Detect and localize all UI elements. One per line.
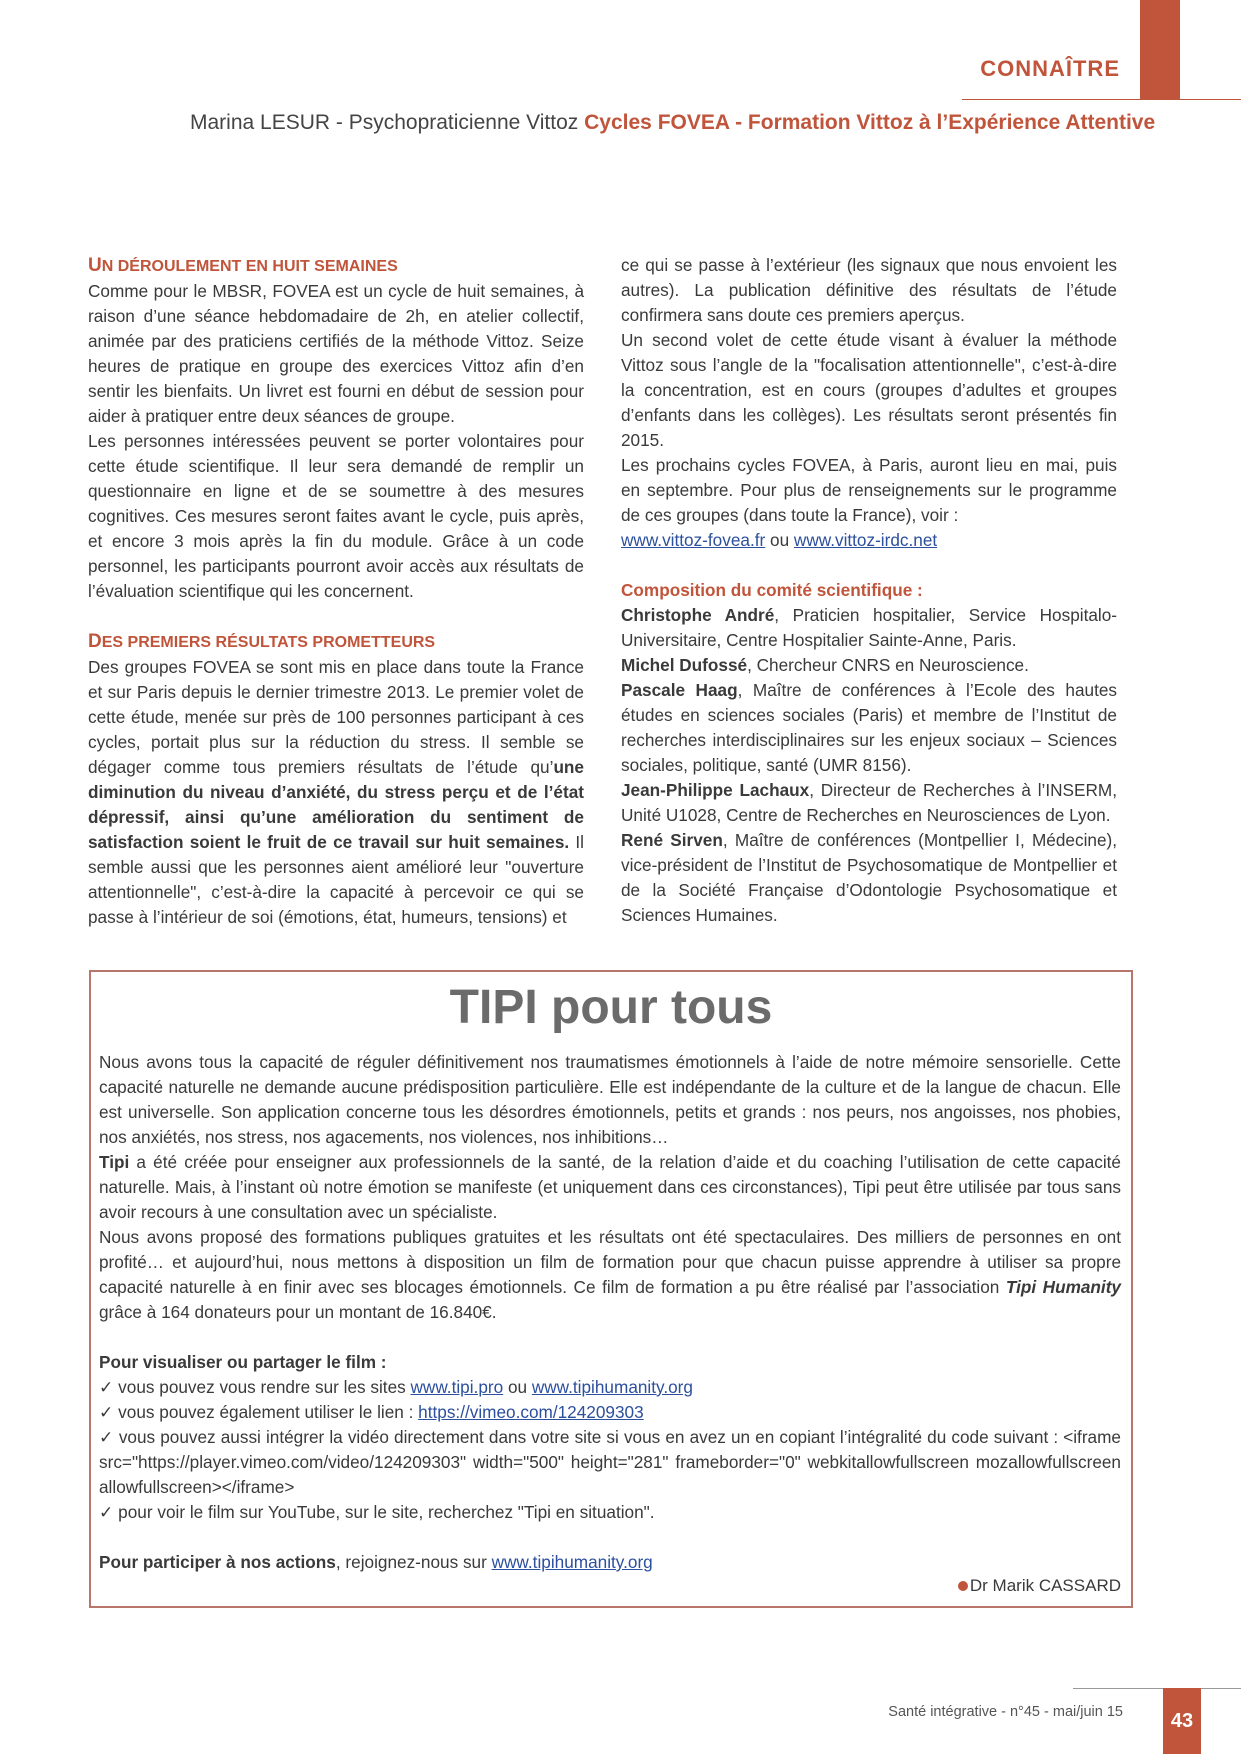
bullet-dot (958, 1581, 968, 1591)
box-title: TIPI pour tous (449, 981, 773, 1034)
link-tipihumanity[interactable]: www.tipihumanity.org (531, 1377, 693, 1397)
paragraph-results: Des groupes FOVEA se sont mis en place dans toute la France et sur Paris depuis le dernier trimestre 2013. Le premier volet de cette étude, menée sur près de 100 personnes participant à ces cycles, portait plus sur la réduction du stress. Il semble se dégager comme tous premiers résultats de l’étude qu’une diminution du niveau d’anxiété, du stress perçu et de l’état dépressif, ainsi qu’une amélioration du sentiment de satisfaction soient le fruit de ce travail sur huit semaines. Il semble aussi que les personnes aient amélioré leur "ouverture attentionnelle", c’est-à-dire la capacité à percevoir ce qui se passe à l’intérieur de soi (émotions, état, humeurs, tensions) et (88, 657, 584, 927)
paragraph-volunteers: Les personnes intéressées peuvent se porter volontaires pour cette étude scientifique. Il leur sera demandé de remplir un questionnaire en ligne et de se soumettre à des mesures cognitives. Ces mesures seront faites avant le cycle, puis après, et encore 3 mois après la fin du module. Grâce à un code personnel, les participants pourront avoir accès aux résultats de l’évaluation scientifique qui les concernent. (88, 431, 584, 601)
box-paragraph: Nous avons tous la capacité de réguler définitivement nos traumatismes émotionnels à l’aide de notre mémoire sensorielle. Cette capacité naturelle ne demande aucune prédisposition particulière. Elle est indépendante de la culture et de la langue de chacun. Elle est universelle. Son application concerne tous les désordres émotionnels, petits et grands : nos peurs, nos angoisses, nos phobies, nos anxiétés, nos stress, nos agacements, nos violences, nos inhibitions… (99, 1052, 1121, 1147)
paragraph-next-cycles: Les prochains cycles FOVEA, à Paris, auront lieu en mai, puis en septembre. Pour plus de renseignements sur le programme de ces groupes (dans toute la France), voir : www.vittoz-fovea.fr ou www.vittoz-irdc.net (621, 455, 1117, 550)
link-tipihumanity-join[interactable]: www.tipihumanity.org (491, 1552, 653, 1572)
paragraph-second-study: Un second volet de cette étude visant à évaluer la méthode Vittoz sous l’angle de la "focalisation attentionnelle", c’est-à-dire la concentration, est en cours (groupes d’adultes et groupes d’enfants dans les collèges). Les résultats seront présentés fin 2015. (621, 330, 1117, 450)
link-tipi-pro[interactable]: www.tipi.pro (410, 1377, 504, 1397)
checklist-item: ✓ vous pouvez également utiliser le lien : https://vimeo.com/124209303 (99, 1402, 644, 1422)
paragraph-continuation: ce qui se passe à l’extérieur (les signaux que nous envoient les autres). La publication définitive des résultats de l’étude confirmera sans doute ces premiers aperçus. (621, 255, 1117, 325)
box-paragraph: Nous avons proposé des formations publiques gratuites et les résultats ont été spectaculaires. Des milliers de personnes en ont profité… et aujourd’hui, nous mettons à disposition un film de formation pour que chacun puisse apprendre à utiliser sa propre capacité naturelle à en finir avec ses blocages émotionnels. Ce film de formation a pu être réalisé par l’association Tipi Humanity grâce à 164 donateurs pour un montant de 16.840€. (99, 1227, 1121, 1322)
checklist-item: ✓ vous pouvez aussi intégrer la vidéo directement dans votre site si vous en avez un en copiant l’intégralité du code suivant : <iframe src="https://player.vimeo.com/video/124209303" width="500" height="281" frameborder="0" webkitallowfullscreen mozallowfullscreen allowfullscreen></iframe> (99, 1427, 1121, 1497)
checklist-item: ✓ pour voir le film sur YouTube, sur le site, recherchez "Tipi en situation". (99, 1502, 655, 1522)
section-label: CONNAÎTRE (980, 56, 1120, 81)
committee-member: Christophe André, Praticien hospitalier, Service Hospitalo-Universitaire, Centre Hospitalier Sainte-Anne, Paris. (621, 605, 1118, 650)
committee-member: Pascale Haag, Maître de conférences à l’Ecole des hautes études en sciences sociales (Paris) et membre de l’Institut de recherches interdisciplinaires sur les enjeux sociaux – Sciences sociales, politique, santé (UMR 8156). (621, 680, 1117, 775)
tipi-box (89, 970, 1133, 1608)
course-title: Cycles FOVEA - Formation Vittoz à l’Expérience Attentive (584, 111, 1156, 134)
heading-deroulement: UN DÉROULEMENT EN HUIT SEMAINES (88, 255, 398, 276)
link-vittoz-fovea[interactable]: www.vittoz-fovea.fr (621, 530, 766, 550)
page-number: 43 (1163, 1688, 1201, 1754)
box-paragraph: Tipi a été créée pour enseigner aux professionnels de la santé, de la relation d’aide et du coaching l’utilisation de cette capacité naturelle. Mais, à l’instant où notre émotion se manifeste (et uniquement dans ces circonstances), Tipi peut être utilisée par tous sans avoir recours à une consultation avec un spécialiste. (99, 1152, 1121, 1222)
right-column (621, 253, 1117, 928)
committee-member: Michel Dufossé, Chercheur CNRS en Neuroscience. (621, 655, 1029, 675)
paragraph-cycle: Comme pour le MBSR, FOVEA est un cycle de huit semaines, à raison d’une séance hebdomadaire de 2h, en atelier collectif, animée par des praticiens certifiés de la méthode Vittoz. Seize heures de pratique en groupe des exercices Vittoz afin d’en sentir les bienfaits. Un livret est fourni en début de session pour aider à pratiquer entre deux séances de groupe. (88, 281, 584, 426)
box-body (99, 1050, 1121, 1575)
author-line: Marina LESUR - Psychopraticienne Vittoz (190, 111, 579, 134)
committee-member: Jean-Philippe Lachaux, Directeur de Recherches à l’INSERM, Unité U1028, Centre de Recherches en Neurosciences de Lyon. (621, 780, 1117, 825)
join-line: Pour participer à nos actions, rejoignez-nous sur www.tipihumanity.org (99, 1552, 653, 1572)
visualize-heading: Pour visualiser ou partager le film : (99, 1352, 387, 1372)
signature: Dr Marik CASSARD (958, 1576, 1121, 1596)
heading-committee: Composition du comité scientifique : (621, 580, 923, 600)
header-rule (962, 99, 1241, 100)
heading-resultats: DES PREMIERS RÉSULTATS PROMETTEURS (88, 631, 436, 652)
article-header (190, 111, 1155, 135)
committee-member: René Sirven, Maître de conférences (Montpellier I, Médecine), vice-président de l’Institut de Psychosomatique de Montpellier et de la Société Française d’Odontologie Psychosomatique et Sciences Humaines. (621, 830, 1117, 925)
link-vittoz-irdc[interactable]: www.vittoz-irdc.net (793, 530, 938, 550)
section-tab (1140, 0, 1180, 100)
left-column (88, 253, 584, 930)
checklist-item: ✓ vous pouvez vous rendre sur les sites www.tipi.pro ou www.tipihumanity.org (99, 1377, 693, 1397)
link-vimeo[interactable]: https://vimeo.com/124209303 (418, 1402, 644, 1422)
footer-rule (1073, 1688, 1241, 1689)
footer-publication: Santé intégrative - n°45 - mai/juin 15 (888, 1704, 1123, 1720)
